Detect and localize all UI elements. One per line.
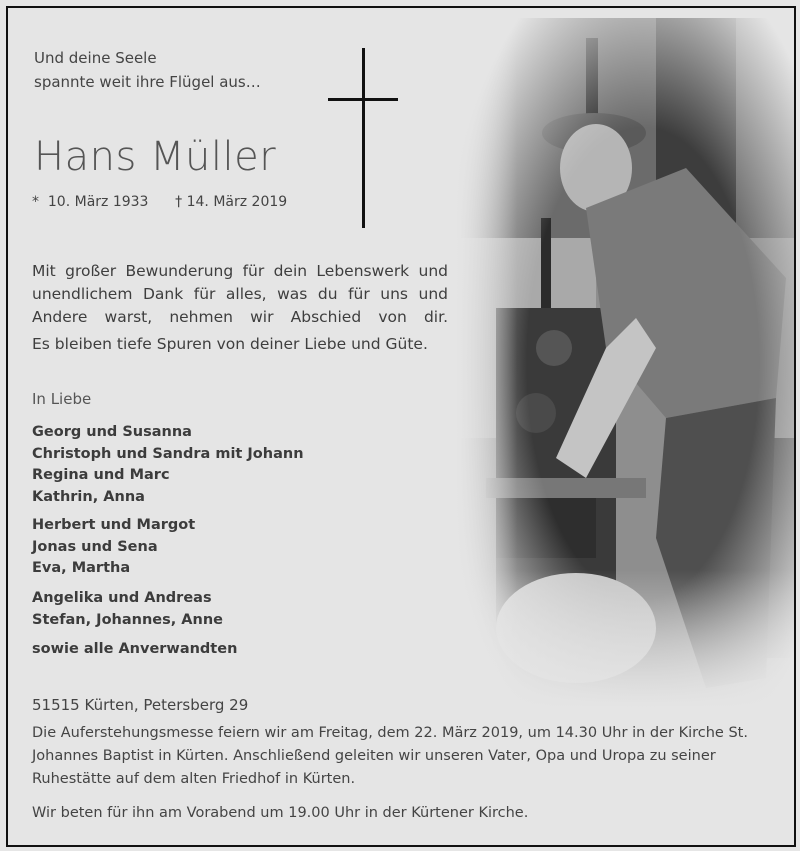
- cross-icon-bar: [328, 98, 398, 101]
- verse-line: spannte weit ihre Flügel aus…: [34, 73, 261, 91]
- deceased-name: Hans Müller: [34, 134, 277, 180]
- obituary-card: [6, 6, 796, 847]
- family-group: [32, 422, 304, 508]
- family-line: Regina und Marc: [32, 467, 170, 483]
- life-dates: [32, 194, 287, 210]
- family-line: sowie alle Anverwandten: [32, 641, 238, 657]
- family-group: [32, 515, 195, 580]
- cross-icon: [362, 48, 365, 228]
- tribute-text-2: Es bleiben tiefe Spuren von deiner Liebe und Güte.: [32, 335, 428, 353]
- closing-note: Wir beten für ihn am Vorabend um 19.00 Uhr in der Kürtener Kirche.: [32, 805, 529, 821]
- tribute-text: Mit großer Bewunderung für dein Lebenswerk und unendlichem Dank für alles, was du für uns und Andere warst, nehmen wir Abschied von dir.: [32, 262, 448, 326]
- death-date: † 14. März 2019: [175, 194, 288, 210]
- family-line: Christoph und Sandra mit Johann: [32, 445, 304, 462]
- portrait-photo: [456, 18, 796, 708]
- family-line: Eva, Martha: [32, 560, 131, 576]
- service-notice: Die Auferstehungsmesse feiern wir am Freitag, dem 22. März 2019, um 14.30 Uhr in der Kirche St. Johannes Baptist in Kürten. Anschließend geleiten wir unseren Vater, Opa und Uropa zu seiner Ruhestätte auf dem alten Friedhof in Kürten.: [32, 725, 748, 787]
- family-group: [32, 639, 237, 661]
- verse: [34, 46, 261, 94]
- family-line: Jonas und Sena: [32, 538, 158, 555]
- family-line: Stefan, Johannes, Anne: [32, 611, 224, 628]
- family-line: Angelika und Andreas: [32, 590, 212, 606]
- family-line: Georg und Susanna: [32, 424, 192, 440]
- birth-date: * 10. März 1933: [32, 194, 149, 210]
- verse-line: Und deine Seele: [34, 49, 157, 67]
- address: 51515 Kürten, Petersberg 29: [32, 696, 249, 714]
- family-group: [32, 588, 223, 631]
- family-line: Kathrin, Anna: [32, 488, 145, 505]
- family-line: Herbert und Margot: [32, 517, 196, 533]
- in-love-heading: In Liebe: [32, 390, 92, 408]
